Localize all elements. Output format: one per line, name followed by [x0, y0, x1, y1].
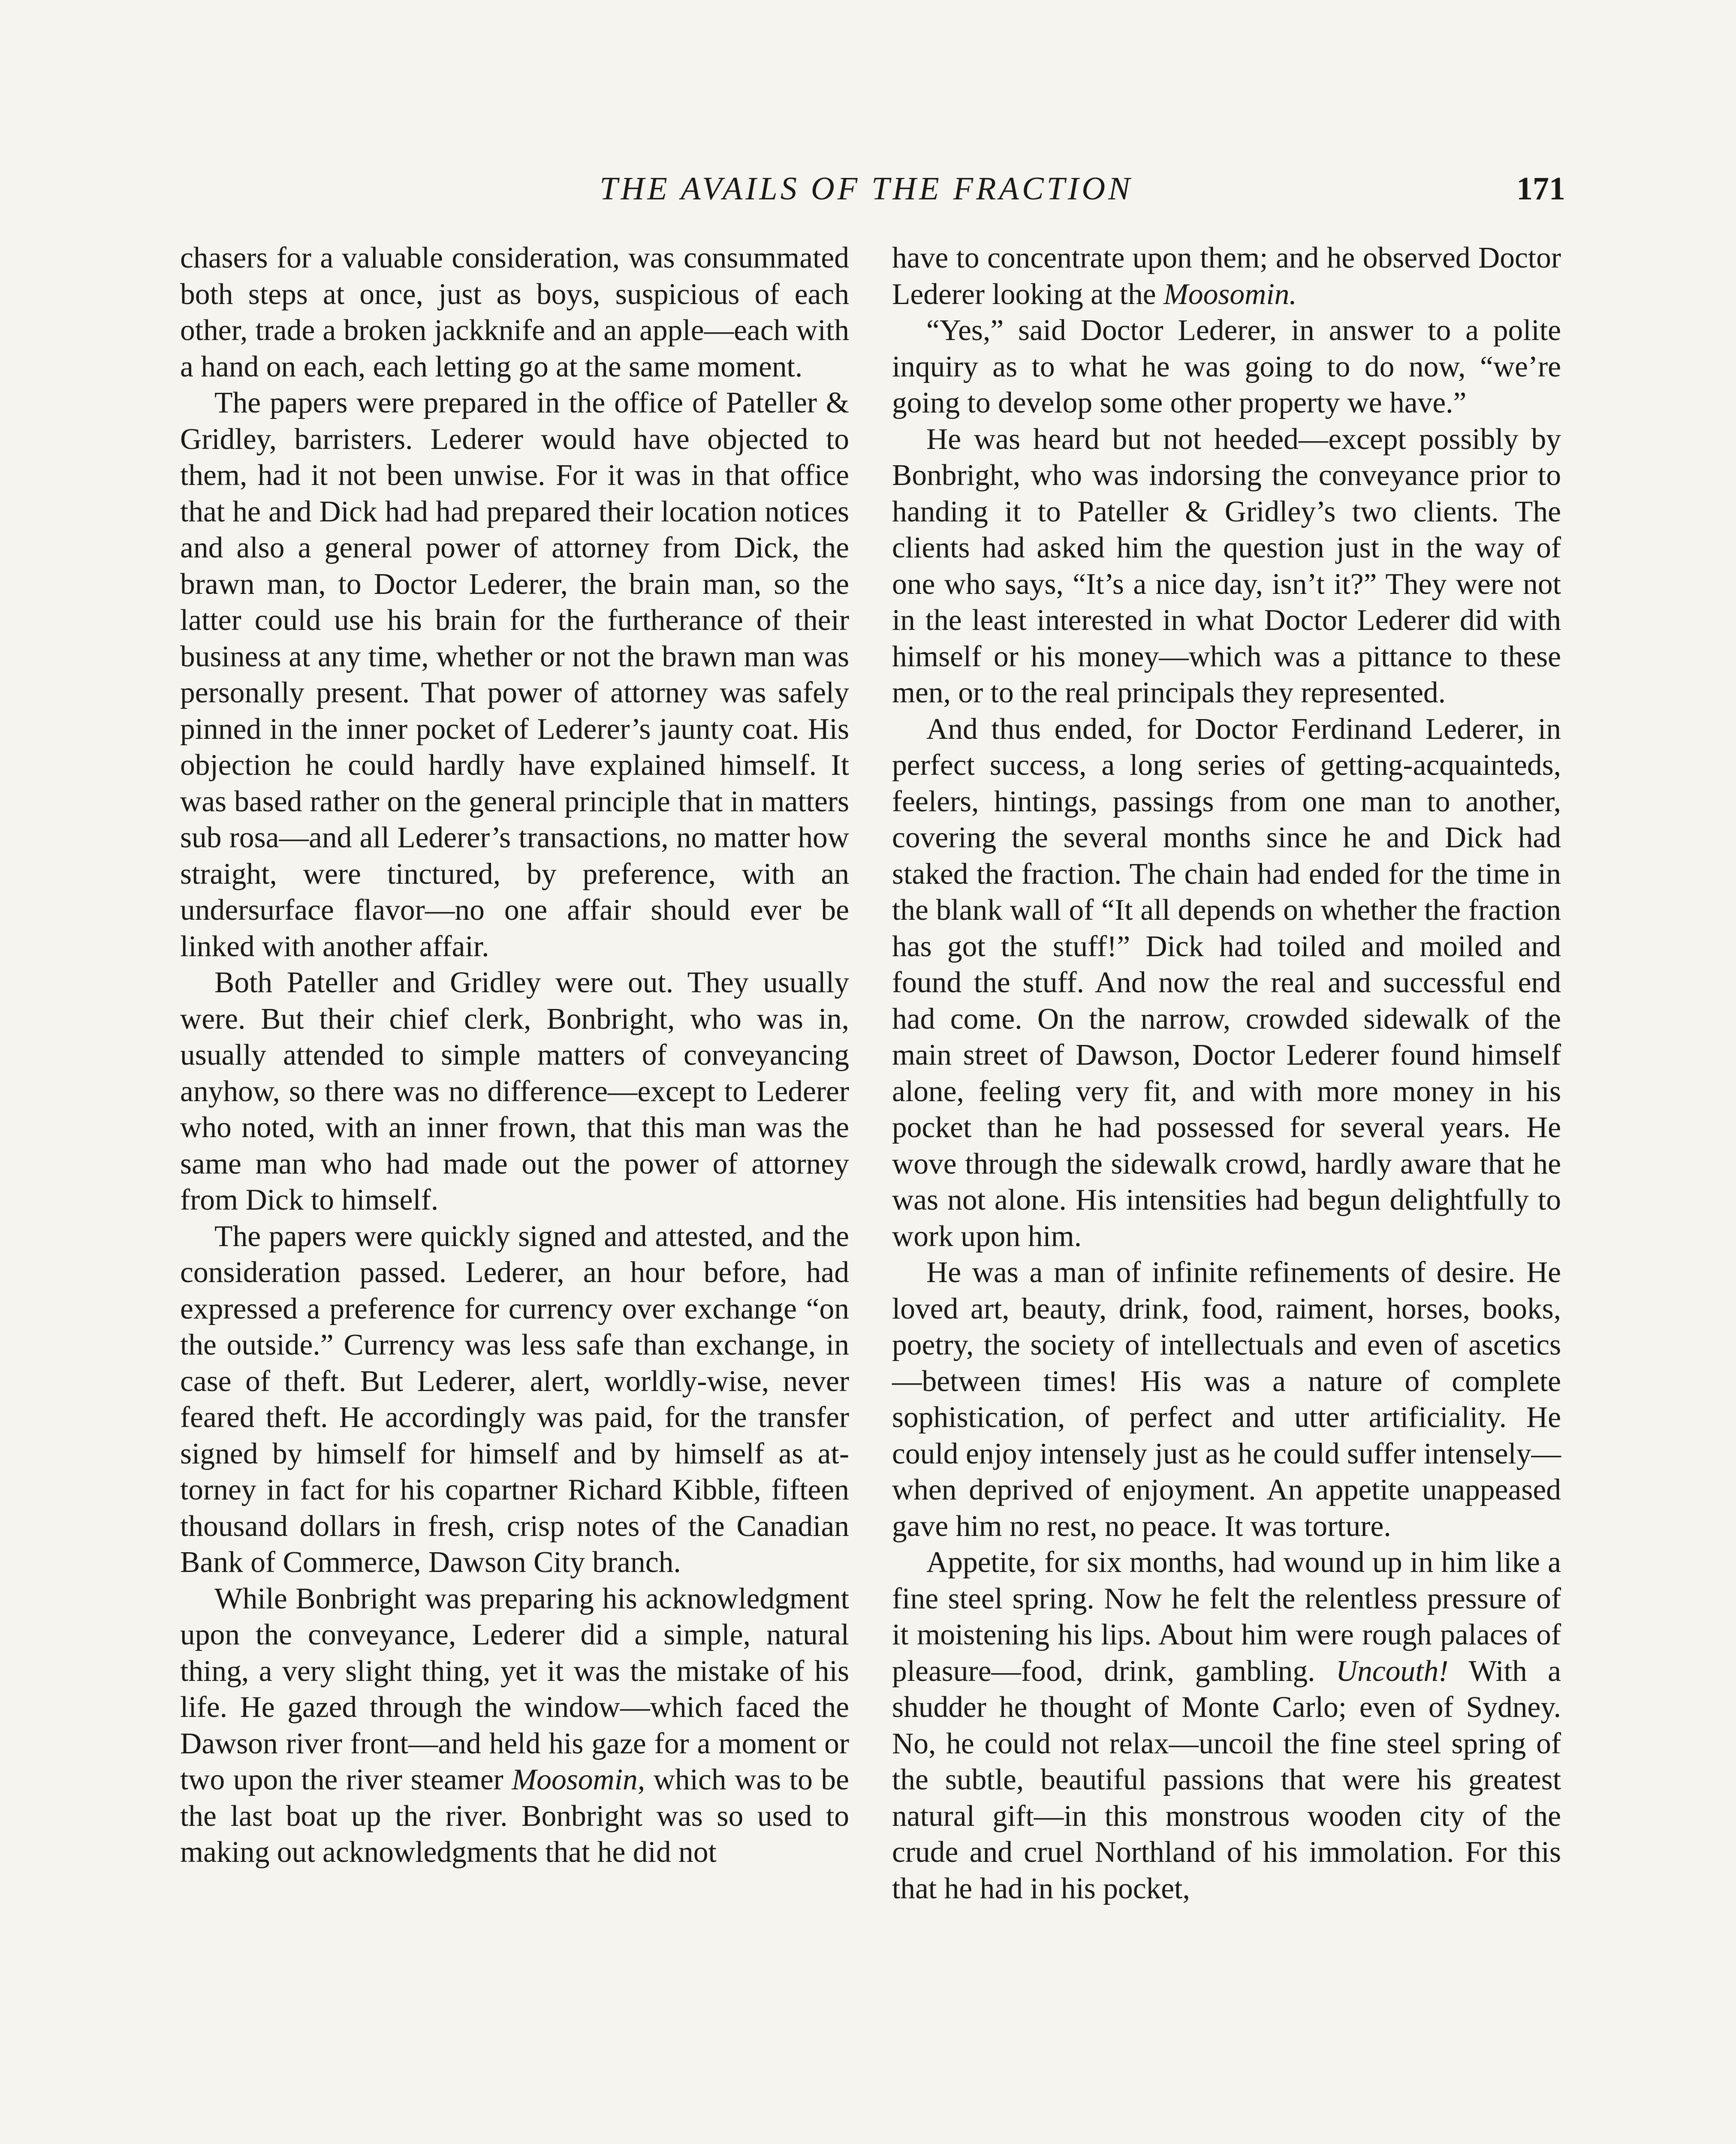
- paragraph: The papers were prepared in the office of Pateller & Gridley, barristers. Lederer would have objected to them, had it not been unwise. For it was in that office that he and Dick had had prepared their location notices and also a general power of attorney from Dick, the brawn man, to Doctor Lederer, the brain man, so the latter could use his brain for the furtherance of their business at any time, whether or not the brawn man was personally present. That power of attorney was safely pinned in the inner pocket of Lederer’s jaunty coat. His objection he could hardly have explained himself. It was based rather on the general principle that in matters sub rosa—and all Lederer’s transactions, no matter how straight, were tinctured, by preference, with an undersurface flavor—no one affair should ever be linked with another affair.: [180, 386, 849, 963]
- paragraph: The papers were quickly signed and attested, and the consideration passed. Lederer, an hour before, had expressed a preference for currency over exchange “on the outside.” Currency was less safe than exchange, in case of theft. But Lederer, alert, worldly-wise, never feared theft. He accordingly was paid, for the transfer signed by himself for himself and by himself as attorney in fact for his copartner Richard Kibble, fifteen thousand dollars in fresh, crisp notes of the Canadian Bank of Commerce, Dawson City branch.: [180, 1220, 849, 1579]
- right-column: [892, 240, 1561, 1907]
- paragraph: chasers for a valuable consideration, was consummated both steps at once, just as boys, suspicious of each other, trade a broken jackknife and an apple—each with a hand on each, each letting go at the same moment.: [180, 241, 849, 383]
- text-run: which was to be the last boat up the river. Bonbright was so used to making out acknowledgments that he did not: [180, 1763, 850, 1869]
- paragraph: He was a man of infinite refinements of desire. He loved art, beauty, drink, food, raiment, horses, books, poetry, the society of intellectuals and even of ascetics—between times! His was a nature of complete sophistication, of perfect and utter artificiality. He could enjoy intensely just as he could suffer intensely—when deprived of enjoyment. An appetite unappeased gave him no rest, no peace. It was torture.: [892, 1256, 1561, 1543]
- text-run: have to concentrate upon them; and he observed Doctor Lederer looking at the: [892, 241, 1561, 311]
- text-run: Appetite, for six months, had wound up in him like a fine steel spring. Now he felt the relentless pressure of it moistening his lips. About him were rough palaces of pleasure—food, drink, gambling.: [892, 1546, 1561, 1688]
- paragraph: [180, 1581, 849, 1871]
- text-run: With a shudder he thought of Monte Carlo; even of Sydney. No, he could not relax—uncoil the fine steel spring of the subtle, beautiful passions that were his greatest natural gift—in this monstrous wooden city of the crude and cruel Northland of his immolation. For this that he had in his pocket,: [892, 1654, 1561, 1905]
- left-column: [180, 240, 849, 1871]
- paragraph: “Yes,” said Doctor Lederer, in answer to a polite inquiry as to what he was going to do now, “we’re going to develop some other property we have.”: [892, 314, 1561, 419]
- text-run: While Bonbright was preparing his acknowledgment upon the conveyance, Lederer did a simple, natural thing, a very slight thing, yet it was the mistake of his life. He gazed through the window—which faced the Dawson river front—and held his gaze for a moment or two upon the river steamer: [180, 1582, 849, 1796]
- ship-name: Moosomin,: [512, 1763, 645, 1796]
- running-title: THE AVAILS OF THE FRACTION: [600, 171, 1133, 207]
- paragraph: Both Pateller and Gridley were out. They usually were. But their chief clerk, Bonbright, who was in, usually attended to simple matters of conveyancing anyhow, so there was no difference—except to Lederer who noted, with an inner frown, that this man was the same man who had made out the power of attorney from Dick to himself.: [180, 966, 849, 1217]
- italic-word: Uncouth!: [1335, 1654, 1449, 1688]
- paragraph: [892, 240, 1561, 313]
- ship-name: Moosomin.: [1163, 277, 1297, 311]
- page-header: [180, 165, 1565, 217]
- page-number: 171: [1516, 171, 1565, 207]
- paragraph: He was heard but not heeded—except possibly by Bonbright, who was indorsing the conveyance prior to handing it to Pateller & Gridley’s two clients. The clients had asked him the question just in the way of one who says, “It’s a nice day, isn’t it?” They were not in the least interested in what Doctor Lederer did with himself or his money—which was a pittance to these men, or to the real principals they represented.: [892, 422, 1561, 709]
- paragraph: [892, 1545, 1561, 1907]
- paragraph: And thus ended, for Doctor Ferdinand Lederer, in perfect success, a long series of getting-acquainteds, feelers, hintings, passings from one man to another, covering the several months since he and Dick had staked the fraction. The chain had ended for the time in the blank wall of “It all depends on whether the fraction has got the stuff!” Dick had toiled and moiled and found the stuff. And now the real and successful end had come. On the narrow, crowded sidewalk of the main street of Dawson, Doctor Lederer found himself alone, feeling very fit, and with more money in his pocket than he had possessed for several years. He wove through the sidewalk crowd, hardly aware that he was not alone. His intensities had begun delightfully to work upon him.: [892, 712, 1561, 1253]
